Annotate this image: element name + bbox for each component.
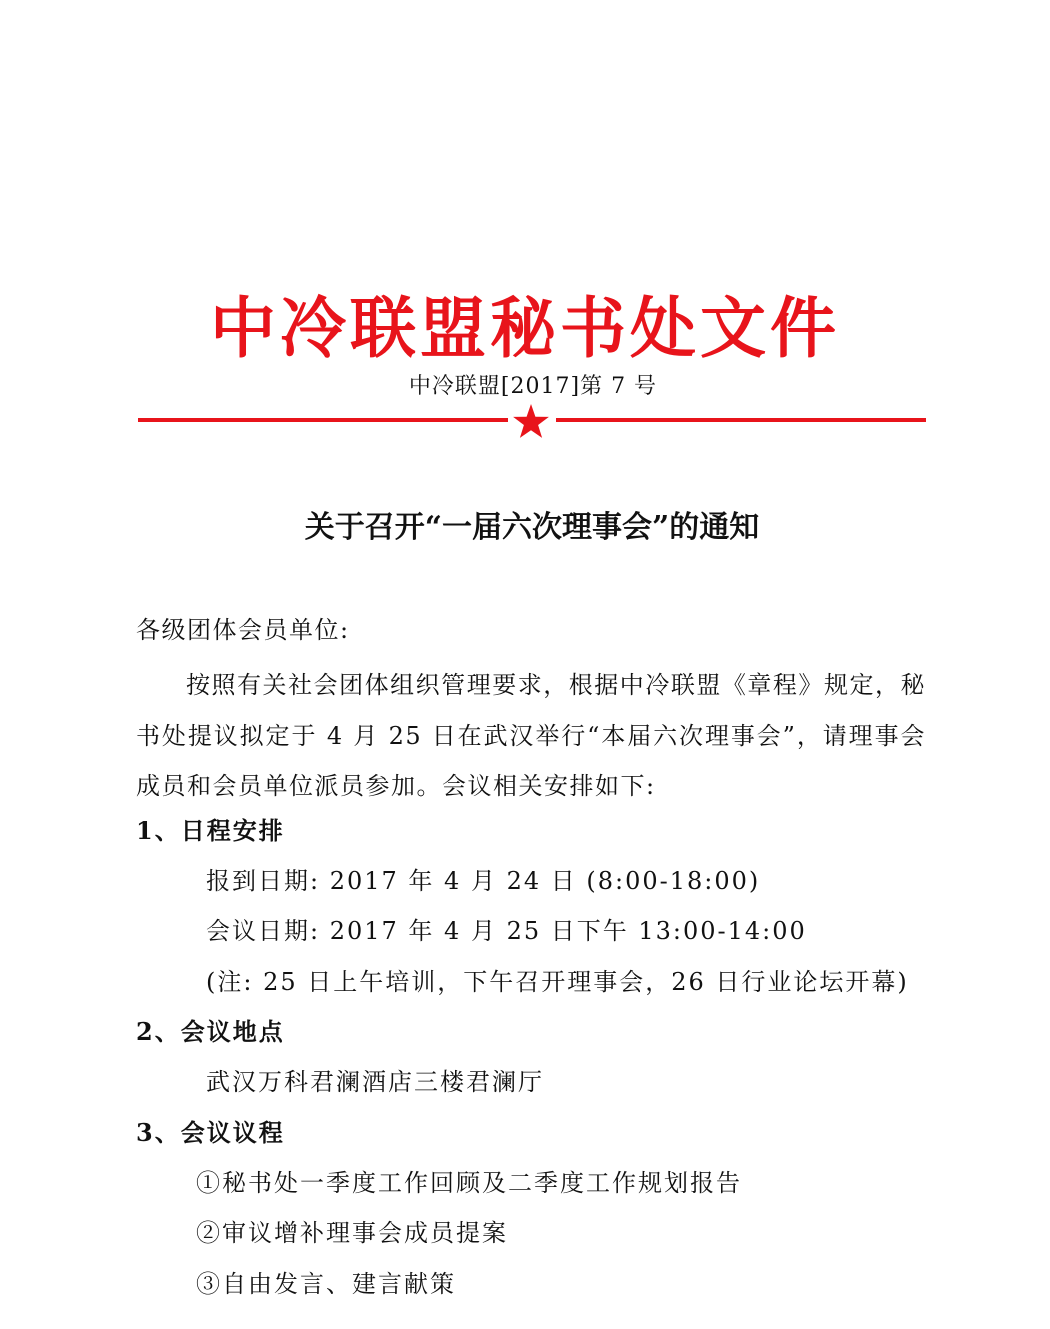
red-star-icon: [512, 403, 550, 441]
agenda-item: ③自由发言、建言献策: [196, 1270, 456, 1298]
salutation: 各级团体会员单位:: [136, 616, 350, 644]
document-number: 中冷联盟[2017]第 7 号: [408, 374, 658, 399]
section-heading-venue: 2、会议地点: [136, 1017, 285, 1046]
notice-body-paragraph: 按照有关社会团体组织管理要求，根据中冷联盟《章程》规定，秘书处提议拟定于 4 月 25 日在武汉举行“本届六次理事会”，请理事会成员和会员单位派员参加。会议相关安排如下:: [136, 671, 926, 800]
registration-date: 报到日期: 2017 年 4 月 24 日 (8:00-18:00): [206, 867, 761, 895]
red-star-shape: [513, 404, 549, 438]
meeting-date: 会议日期: 2017 年 4 月 25 日下午 13:00-14:00: [206, 917, 807, 945]
venue-location: 武汉万科君澜酒店三楼君澜厅: [206, 1068, 544, 1096]
section-heading-schedule: 1、日程安排: [136, 816, 285, 845]
red-divider-right: [556, 418, 926, 422]
red-divider-left: [138, 418, 508, 422]
document-header-title: 中冷联盟秘书处文件: [210, 289, 840, 367]
agenda-item: ①秘书处一季度工作回顾及二季度工作规划报告: [196, 1169, 742, 1197]
notice-title: 关于召开“一届六次理事会”的通知: [304, 510, 760, 545]
section-heading-agenda: 3、会议议程: [136, 1118, 285, 1147]
schedule-note: (注: 25 日上午培训，下午召开理事会，26 日行业论坛开幕): [206, 968, 909, 996]
agenda-item: ②审议增补理事会成员提案: [196, 1219, 508, 1247]
